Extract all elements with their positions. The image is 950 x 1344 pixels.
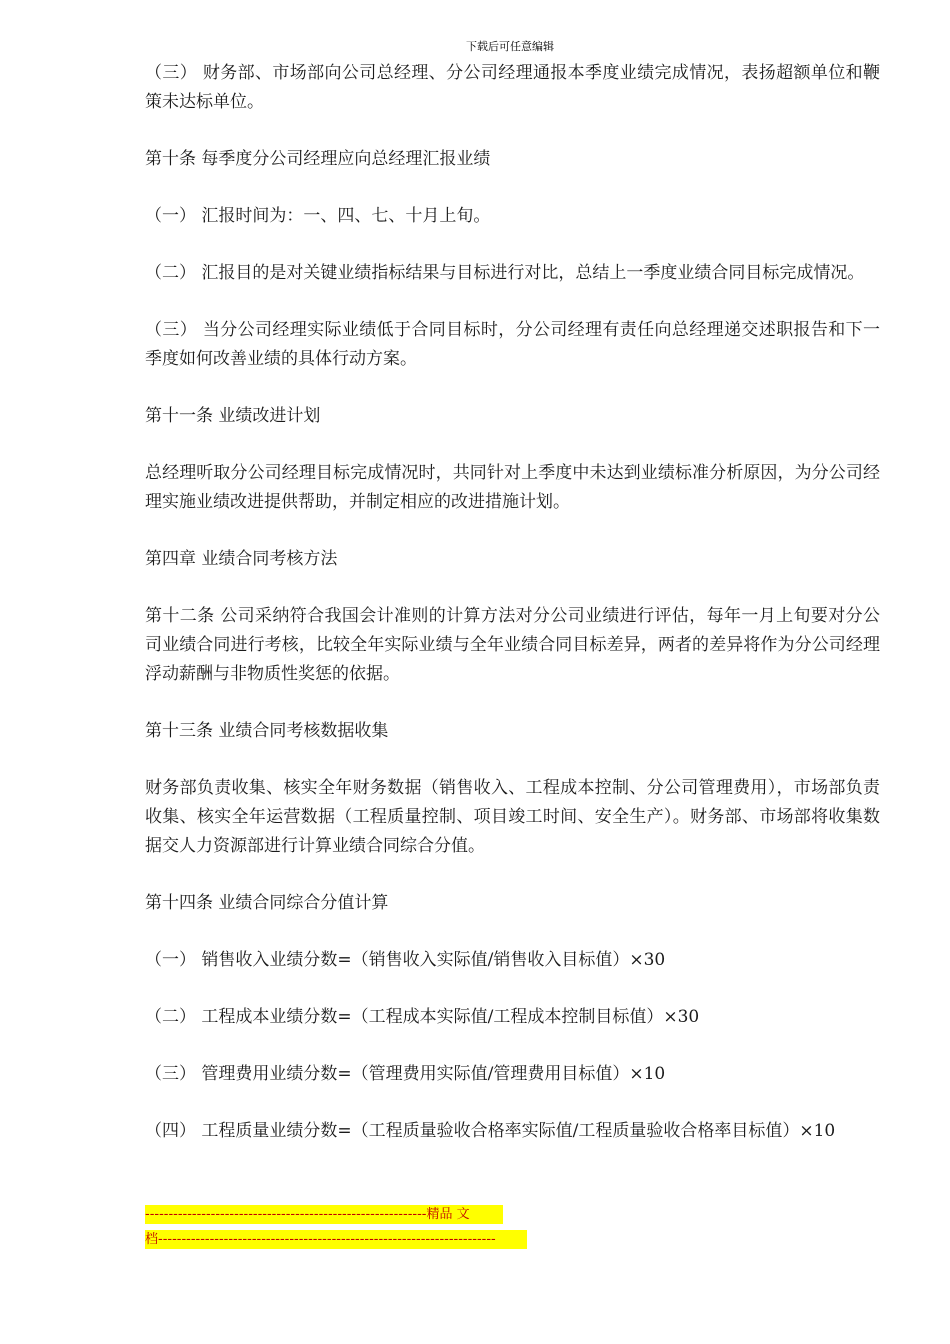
chapter-4-heading: 第四章 业绩合同考核方法 (145, 549, 338, 569)
document-body (145, 59, 880, 1174)
article-13-heading: 第十三条 业绩合同考核数据收集 (145, 721, 389, 741)
formula-sales: （一） 销售收入业绩分数=（销售收入实际值/销售收入目标值）×30 (145, 950, 666, 970)
article-14-heading: 第十四条 业绩合同综合分值计算 (145, 893, 389, 913)
formula-cost: （二） 工程成本业绩分数=（工程成本实际值/工程成本控制目标值）×30 (145, 1007, 700, 1027)
formula-management-fee: （三） 管理费用业绩分数=（管理费用实际值/管理费用目标值）×10 (145, 1064, 666, 1084)
paragraph-report-purpose: （二） 汇报目的是对关键业绩指标结果与目标进行对比，总结上一季度业绩合同目标完成情况。 (145, 263, 865, 283)
article-10-heading: 第十条 每季度分公司经理应向总经理汇报业绩 (145, 149, 491, 169)
paragraph-underperformance: （三） 当分公司经理实际业绩低于合同目标时，分公司经理有责任向总经理递交述职报告和下一季度如何改善业绩的具体行动方案。 (145, 320, 880, 369)
watermark-footer (145, 1205, 527, 1255)
footer-line-1: ------------------------------------------------------------精品 文 (145, 1205, 503, 1224)
article-11-heading: 第十一条 业绩改进计划 (145, 406, 321, 426)
page-header: 下载后可任意编辑 (466, 40, 554, 53)
paragraph-report-to-gm: （三） 财务部、市场部向公司总经理、分公司经理通报本季度业绩完成情况，表扬超额单位和鞭策未达标单位。 (145, 63, 880, 112)
article-12-paragraph: 第十二条 公司采纳符合我国会计准则的计算方法对分公司业绩进行评估，每年一月上旬要对分公司业绩合同进行考核，比较全年实际业绩与全年业绩合同目标差异，两者的差异将作为分公司经理浮动薪酬与非物质性奖惩的依据。 (145, 606, 880, 684)
formula-quality: （四） 工程质量业绩分数=（工程质量验收合格率实际值/工程质量验收合格率目标值）×10 (145, 1121, 836, 1141)
footer-line-2: 档------------------------------------------------------------------------ (145, 1230, 527, 1249)
paragraph-improvement-plan: 总经理听取分公司经理目标完成情况时，共同针对上季度中未达到业绩标准分析原因，为分公司经理实施业绩改进提供帮助，并制定相应的改进措施计划。 (145, 463, 880, 512)
paragraph-data-collection: 财务部负责收集、核实全年财务数据（销售收入、工程成本控制、分公司管理费用），市场部负责收集、核实全年运营数据（工程质量控制、项目竣工时间、安全生产）。财务部、市场部将收集数据交人力资源部进行计算业绩合同综合分值。 (145, 778, 880, 856)
paragraph-report-time: （一） 汇报时间为：一、四、七、十月上旬。 (145, 206, 491, 226)
